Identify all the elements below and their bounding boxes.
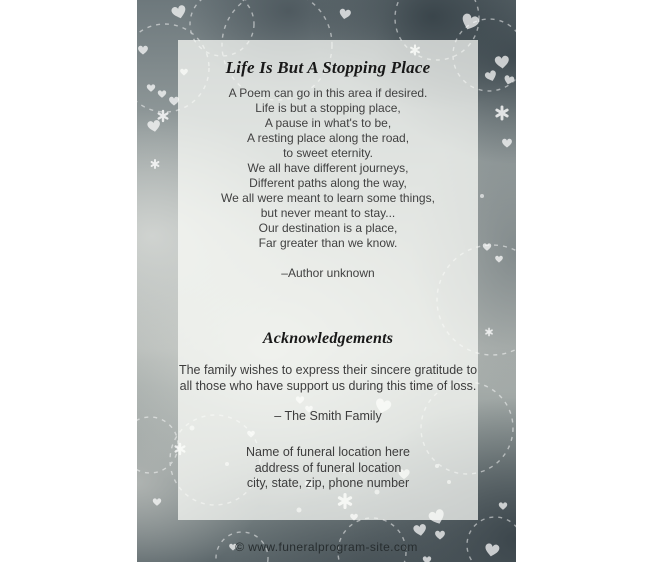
heart-icon — [502, 139, 512, 148]
heart-icon — [413, 524, 427, 537]
poem-line: to sweet eternity. — [283, 146, 373, 160]
heart-icon — [147, 120, 161, 133]
poem-line: Different paths along the way, — [249, 176, 407, 190]
memorial-card — [137, 0, 516, 562]
poem-line: but never meant to stay... — [260, 206, 396, 220]
content-panel — [178, 40, 478, 520]
acknowledgements-line: all those who have support us during this time of loss. — [179, 378, 477, 393]
heart-icon — [153, 498, 161, 506]
funeral-location-block — [178, 445, 478, 492]
location-city-line: city, state, zip, phone number — [246, 476, 410, 490]
location-address-line: address of funeral location — [254, 460, 402, 475]
poem-attribution: –Author unknown — [281, 266, 375, 280]
heart-icon — [435, 531, 445, 540]
acknowledgements-title: Acknowledgements — [262, 330, 394, 347]
location-name-line: Name of funeral location here — [246, 445, 410, 459]
poem-line: Far greater than we know. — [258, 236, 398, 250]
poem-line: Life is but a stopping place, — [255, 101, 401, 115]
poem-line: A pause in what's to be, — [264, 116, 392, 130]
heart-icon — [339, 8, 352, 20]
heart-icon — [484, 70, 498, 83]
poem-line: We all were meant to learn some things, — [221, 191, 435, 205]
poem-title: Life Is But A Stopping Place — [225, 58, 431, 77]
poem-line: A Poem can go in this area if desired. — [228, 86, 428, 100]
site-watermark: © www.funeralprogram-site.com — [235, 540, 418, 554]
poem-line: Our destination is a place, — [258, 221, 398, 235]
acknowledgements-line: The family wishes to express their sincere gratitude to — [178, 363, 478, 377]
family-attribution: – The Smith Family — [274, 409, 382, 423]
sparkle-icon — [486, 329, 492, 336]
poem-line: A resting place along the road, — [246, 131, 410, 145]
heart-icon — [499, 502, 507, 510]
poem-body — [178, 86, 478, 251]
heart-icon — [423, 556, 431, 562]
heart-icon — [495, 256, 503, 263]
sparkle-icon — [152, 160, 159, 168]
heart-icon — [495, 55, 510, 69]
acknowledgements-body — [178, 363, 478, 394]
heart-icon — [147, 84, 155, 92]
heart-icon — [171, 4, 188, 20]
sparkle-icon — [497, 107, 507, 119]
poem-line: We all have different journeys, — [247, 161, 409, 175]
heart-icon — [158, 90, 166, 98]
heart-icon — [503, 75, 515, 86]
heart-icon — [138, 46, 148, 55]
sparkle-icon — [159, 111, 168, 121]
